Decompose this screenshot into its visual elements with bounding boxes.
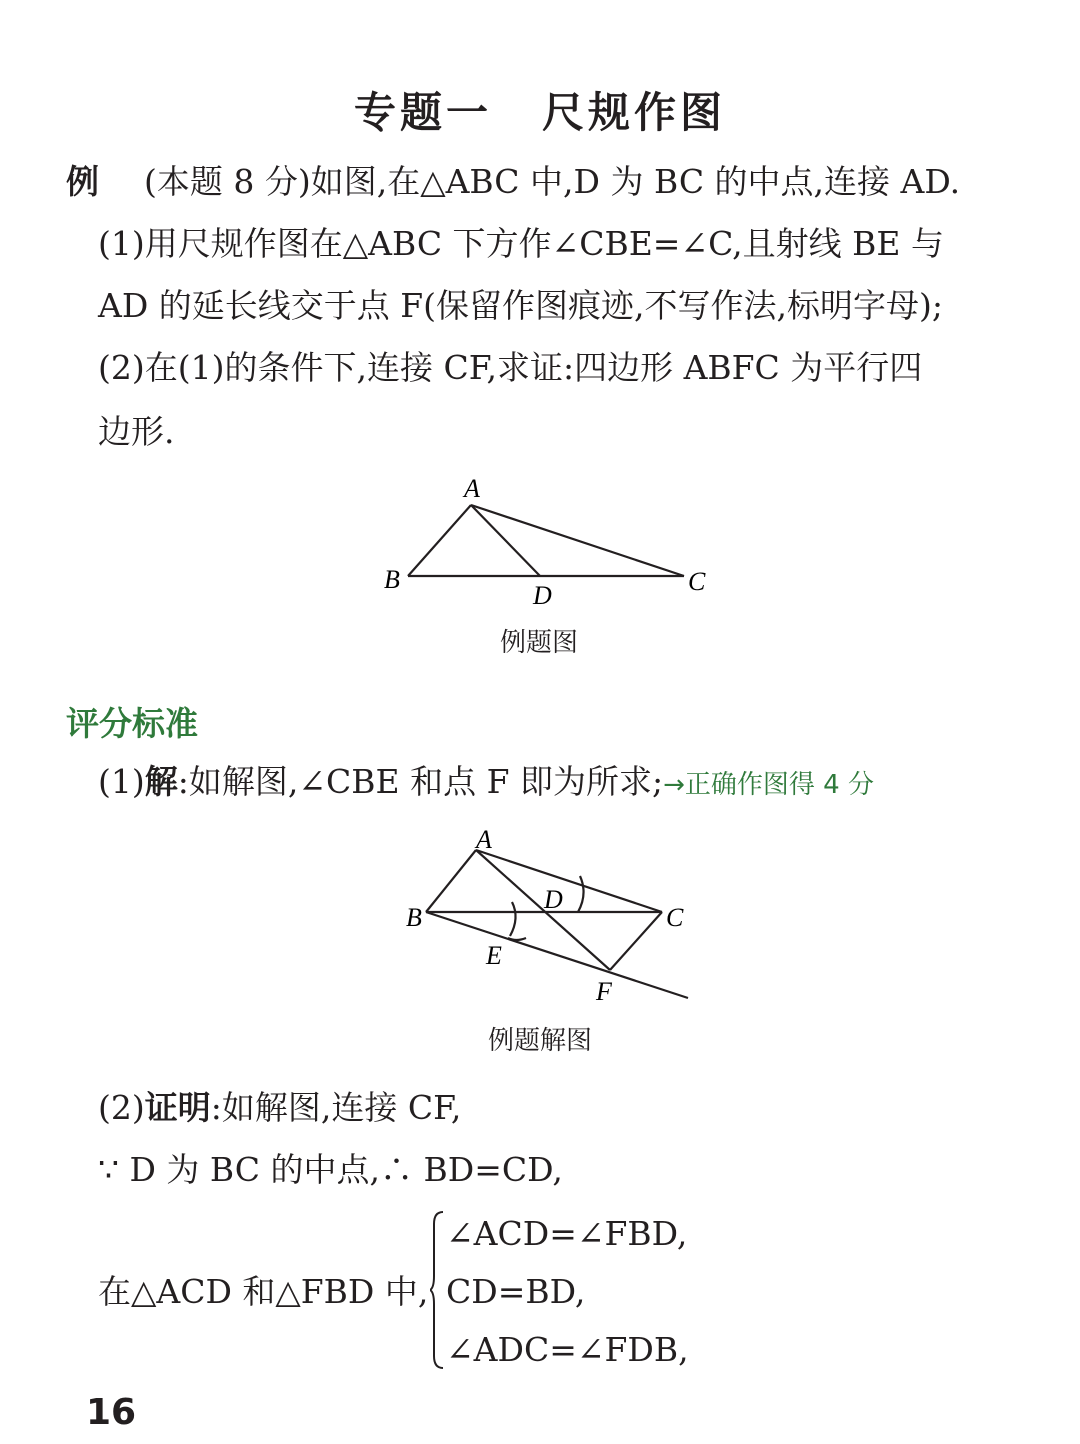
- point-a-label: A: [464, 474, 480, 503]
- segment-ab: [426, 850, 476, 912]
- proof-keyword: 证明: [144, 1088, 211, 1127]
- example-figure: [380, 470, 720, 620]
- point-e-label: E: [486, 941, 502, 970]
- condition-1: ∠ACD=∠FBD,: [446, 1214, 688, 1253]
- point-d-label: D: [533, 581, 552, 610]
- point-b-label: B: [406, 903, 422, 932]
- example-line-3: AD 的延长线交于点 F(保留作图痕迹,不写作法,标明字母);: [98, 286, 944, 325]
- grading-heading: 评分标准: [66, 704, 198, 743]
- segment-ab: [408, 505, 471, 576]
- solution-part1-prefix: (1): [98, 762, 145, 801]
- example-line-4: (2)在(1)的条件下,连接 CF,求证:四边形 ABFC 为平行四: [98, 348, 923, 387]
- point-a-label: A: [476, 825, 492, 854]
- point-d-label: D: [544, 885, 563, 914]
- condition-2: CD=BD,: [446, 1272, 586, 1311]
- solution-figure: [396, 820, 696, 1010]
- solution-keyword: 解: [144, 762, 178, 801]
- page-title: [0, 80, 1080, 140]
- figure1-caption: 例题图: [500, 628, 579, 658]
- solution-part1: [98, 760, 874, 807]
- example-text-1: (本题 8 分)如图,在△ABC 中,D 为 BC 的中点,连接 AD.: [144, 162, 961, 201]
- arc-mark-e: [508, 938, 526, 940]
- arc-mark-c: [578, 876, 584, 912]
- proof-line-1-text: :如解图,连接 CF,: [210, 1088, 462, 1127]
- title-part1: 专题一: [353, 88, 492, 137]
- proof-in-triangles: 在△ACD 和△FBD 中,: [98, 1272, 429, 1311]
- scoring-note: →正确作图得 4 分: [663, 770, 874, 800]
- example-label: 例: [66, 162, 99, 201]
- segment-ac: [471, 505, 684, 576]
- segment-cf: [610, 912, 662, 970]
- system-brace: [430, 1210, 444, 1370]
- ray-be: [426, 912, 688, 998]
- page-number: 16: [86, 1392, 137, 1433]
- segment-ac: [476, 850, 662, 912]
- proof-line-2: ∵ D 为 BC 的中点,∴ BD=CD,: [98, 1150, 563, 1189]
- point-f-label: F: [596, 977, 612, 1006]
- example-line-2: (1)用尺规作图在△ABC 下方作∠CBE=∠C,且射线 BE 与: [98, 224, 944, 263]
- condition-3: ∠ADC=∠FDB,: [446, 1330, 689, 1369]
- solution-part1-text: :如解图,∠CBE 和点 F 即为所求;: [177, 762, 664, 801]
- example-line-1: [66, 160, 960, 204]
- proof-line-1: [98, 1086, 461, 1130]
- title-part2: 尺规作图: [542, 88, 727, 137]
- example-line-5: 边形.: [98, 412, 175, 451]
- point-b-label: B: [384, 565, 400, 594]
- arc-mark-b: [510, 902, 516, 936]
- point-c-label: C: [666, 903, 684, 932]
- proof-prefix: (2): [98, 1088, 145, 1127]
- figure2-caption: 例题解图: [488, 1026, 593, 1056]
- point-c-label: C: [688, 567, 706, 596]
